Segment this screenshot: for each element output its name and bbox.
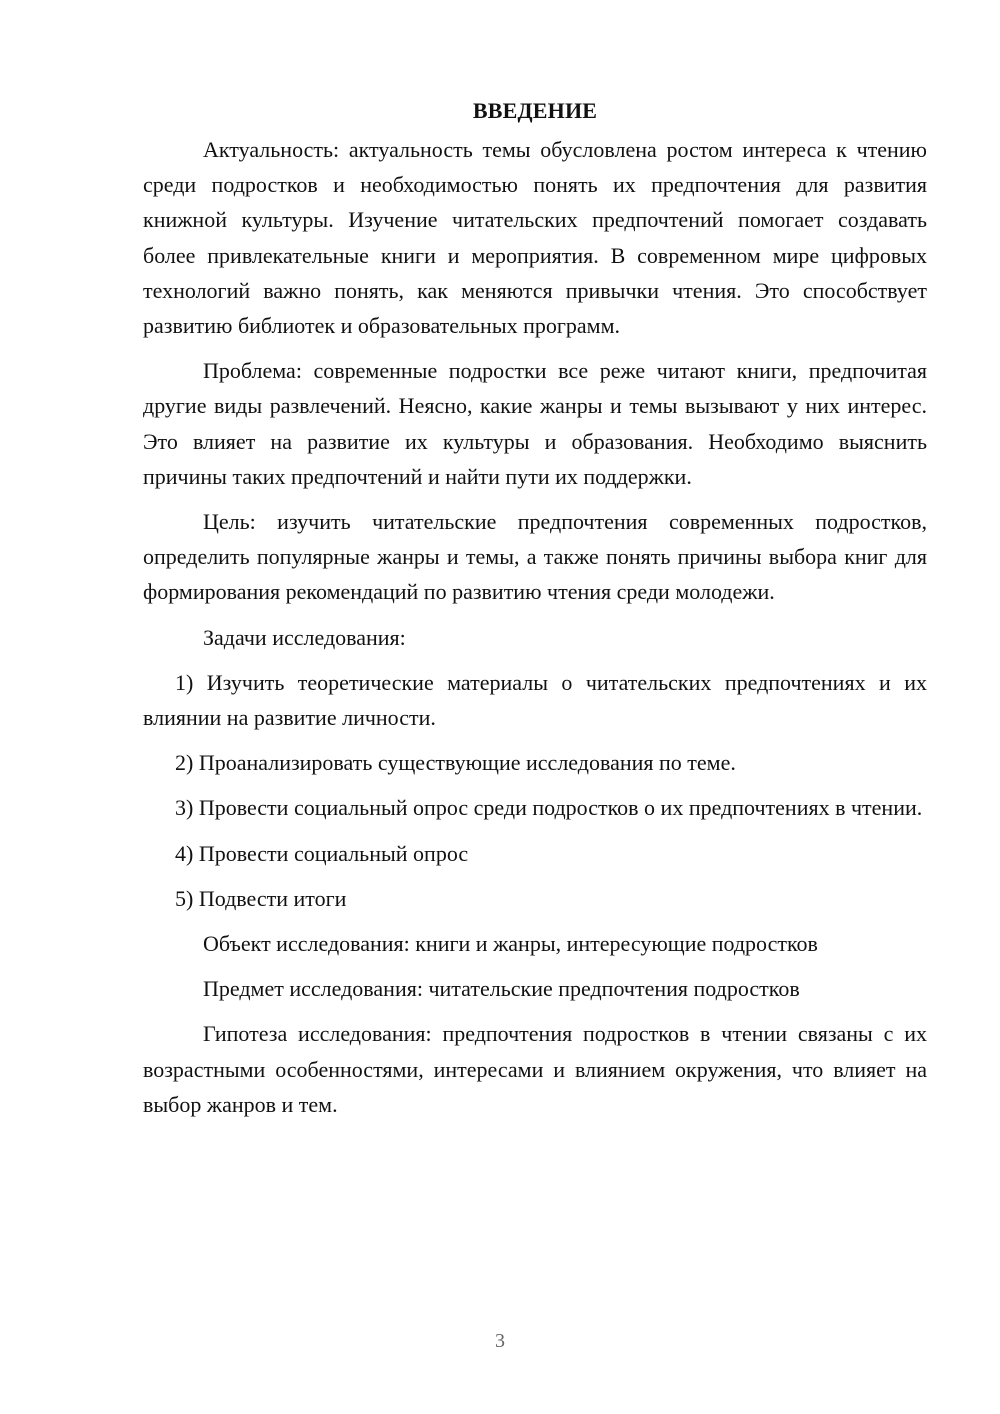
paragraph-hypothesis: Гипотеза исследования: предпочтения подростков в чтении связаны с их возрастными особенностями, интересами и влиянием окружения, что влияет на выбор жанров и тем. [143, 1021, 927, 1117]
task-item: 3) Провести социальный опрос среди подростков о их предпочтениях в чтении. [175, 795, 923, 821]
paragraph-object: Объект исследования: книги и жанры, интересующие подростков [203, 931, 818, 957]
page-content [143, 96, 927, 1132]
task-item: 4) Провести социальный опрос [175, 840, 469, 866]
task-item: 1) Изучить теоретические материалы о читательских предпочтениях и их влиянии на развитие личности. [143, 669, 927, 731]
paragraph-goal: Цель: изучить читательские предпочтения современных подростков, определить популярные жанры и темы, а также понять причины выбора книг для формирования рекомендаций по развитию чтения среди молодежи. [143, 509, 927, 605]
task-item: 2) Проанализировать существующие исследования по теме. [175, 750, 736, 776]
section-title: ВВЕДЕНИЕ [472, 98, 598, 123]
paragraph-problem: Проблема: современные подростки все реже читают книги, предпочитая другие виды развлечений. Неясно, какие жанры и темы вызывают у них интерес. Это влияет на развитие их культуры и образования. Необходимо выяснить причины таких предпочтений и найти пути их поддержки. [143, 358, 927, 489]
paragraph-subject: Предмет исследования: читательские предпочтения подростков [203, 976, 800, 1002]
task-item: 5) Подвести итоги [175, 885, 347, 911]
paragraph-relevance: Актуальность: актуальность темы обусловлена ростом интереса к чтению среди подростков и необходимостью понять их предпочтения для развития книжной культуры. Изучение читательских предпочтений помогает создавать более привлекательные книги и мероприятия. В современном мире цифровых технологий важно понять, как меняются привычки чтения. Это способствует развитию библиотек и образовательных программ. [143, 137, 927, 339]
tasks-heading: Задачи исследования: [203, 624, 406, 650]
page-number: 3 [495, 1330, 505, 1352]
